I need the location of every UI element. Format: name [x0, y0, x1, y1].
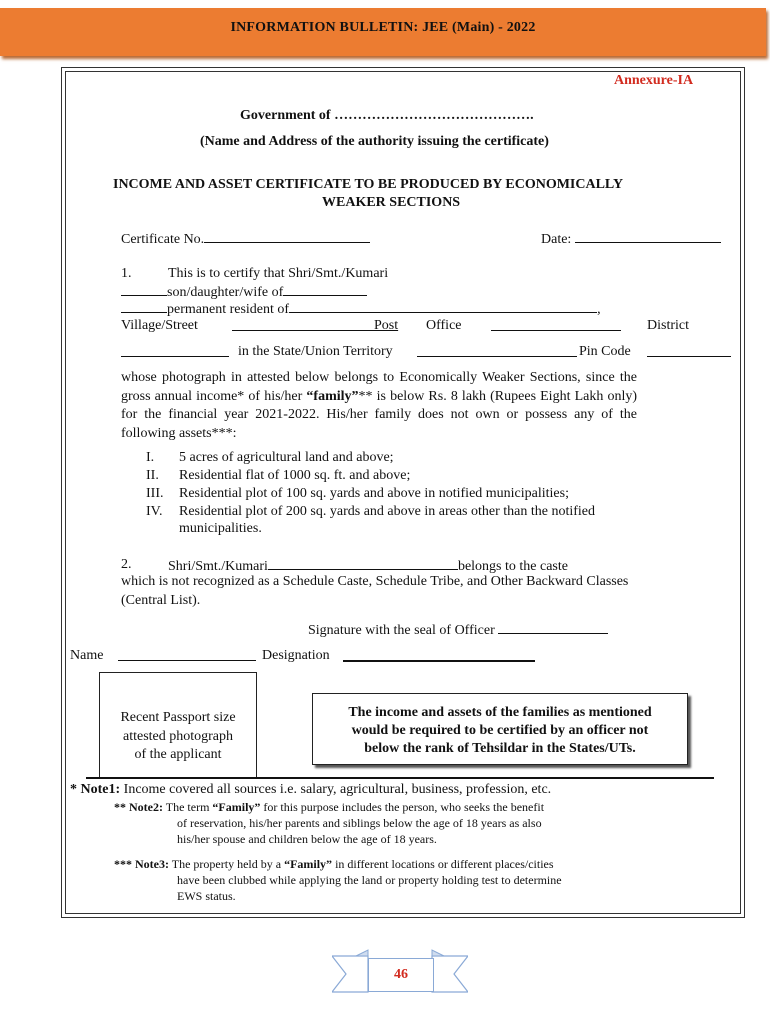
resident-blank	[289, 300, 597, 313]
item2-rest-text: which is not recognized as a Schedule Caste, Schedule Tribe, and Other Backward Classes (Central List).	[121, 574, 629, 608]
state-blank-line	[417, 344, 577, 357]
asset-item: Residential plot of 200 sq. yards and above in areas other than the notified	[179, 504, 596, 519]
village-label: Village/Street	[121, 318, 198, 333]
name-blank	[121, 283, 167, 296]
family-term: “family”	[306, 388, 359, 404]
item2-number: 2.	[121, 557, 132, 572]
note3-text-b: in different locations or different places/cities	[332, 857, 554, 871]
asset-item: Residential flat of 1000 sq. ft. and above;	[179, 468, 411, 483]
note2-line3: his/her spouse and children below the age of 18 years.	[177, 832, 437, 846]
designation-blank	[343, 648, 535, 667]
asset-number: I.	[146, 450, 155, 465]
item2-text: Shri/Smt./Kumari	[168, 559, 268, 574]
note2-family-term: “Family”	[212, 800, 261, 814]
relation-text: son/daughter/wife of	[167, 285, 284, 300]
paragraph-text-a: whose photograph in attested below belongs to Economically Weaker Sections, since the gross annual income* of his/her	[121, 370, 637, 404]
state-blank	[417, 344, 577, 362]
certification-note-box	[312, 693, 688, 765]
certificate-number-label	[121, 230, 370, 248]
item2-belongs-text: belongs to the caste	[457, 559, 568, 574]
village-blank-line	[232, 318, 374, 331]
resident-comma: ,	[597, 302, 601, 317]
note2-text-a: The term	[162, 800, 213, 814]
note2-text-b: for this purpose includes the person, who seeks the benefit	[260, 800, 545, 814]
certificate-number-blank	[204, 230, 370, 243]
certificate-title-line1: INCOME AND ASSET CERTIFICATE TO BE PRODUCED BY ECONOMICALLY	[113, 177, 624, 192]
authority-line: (Name and Address of the authority issuing the certificate)	[200, 134, 549, 149]
asset-number: II.	[146, 468, 159, 483]
note2-line2: of reservation, his/her parents and siblings below the age of 18 years as also	[177, 816, 542, 830]
assets-paragraph	[121, 369, 637, 443]
signature-label: Signature with the seal of Officer	[308, 623, 495, 638]
note-box-line2: would be required to be certified by an officer not	[351, 723, 649, 738]
paragraph-text-b: ** is below Rs. 8 lakh (Rupees Eight Lakh only) for the financial year 2021-2022. His/her family does not own or possess any of the following assets***:	[121, 388, 638, 441]
date-blank	[575, 230, 721, 243]
designation-blank-line	[343, 648, 535, 662]
state-label: in the State/Union Territory	[238, 344, 393, 359]
pin-code-blank	[647, 344, 731, 362]
post-label: Post	[374, 318, 399, 333]
certificate-title-line2: WEAKER SECTIONS	[322, 195, 461, 210]
annexure-label: Annexure-IA	[614, 73, 694, 88]
note3-line1	[114, 856, 554, 873]
resident-text: permanent resident of	[167, 302, 290, 317]
village-blank	[232, 318, 374, 336]
note3-line3: EWS status.	[177, 889, 236, 903]
office-blank-line	[491, 318, 621, 331]
note3-text-a: The property held by a	[168, 857, 285, 871]
item1-relation-line	[121, 283, 367, 301]
note1-label: * Note1:	[70, 782, 121, 797]
signature-blank	[498, 621, 608, 634]
note-box-line3: below the rank of Tehsildar in the States/UTs.	[364, 741, 636, 756]
item1-number: 1.	[121, 266, 132, 281]
relation-blank	[283, 283, 367, 296]
resident-prefix-blank	[121, 300, 167, 313]
note3-label: *** Note3:	[114, 857, 169, 871]
district-blank-line	[121, 344, 229, 357]
note1	[70, 782, 551, 798]
notes-divider	[86, 777, 714, 779]
asset-item: Residential plot of 100 sq. yards and above in notified municipalities;	[179, 486, 569, 501]
photo-box-line2: attested photograph	[122, 728, 234, 744]
name-label: Name	[70, 648, 104, 663]
asset-item: municipalities.	[179, 521, 262, 536]
item1-resident-line	[121, 300, 601, 318]
signature-line	[308, 621, 608, 639]
item2-name-blank	[268, 557, 458, 570]
item1-certify-text: This is to certify that Shri/Smt./Kumari	[168, 266, 389, 281]
office-label: Office	[426, 318, 462, 333]
photo-box	[99, 672, 257, 779]
name-blank	[118, 648, 256, 666]
page-number: 46	[368, 958, 434, 992]
note2-line1	[114, 799, 544, 816]
note2-label: ** Note2:	[114, 800, 163, 814]
asset-item: 5 acres of agricultural land and above;	[179, 450, 394, 465]
photo-box-line3: of the applicant	[134, 747, 222, 762]
note1-text: Income covered all sources i.e. salary, agricultural, business, profession, etc.	[120, 782, 552, 797]
district-blank	[121, 344, 229, 362]
pin-code-label: Pin Code	[579, 344, 631, 359]
asset-number: IV.	[146, 504, 163, 519]
note3-line2: have been clubbed while applying the land or property holding test to determine	[177, 873, 562, 887]
certificate-number-text: Certificate No.	[121, 232, 205, 247]
bulletin-title: INFORMATION BULLETIN: JEE (Main) - 2022	[230, 20, 536, 35]
government-line: Government of …………………………………….	[240, 108, 534, 123]
asset-number: III.	[146, 486, 164, 501]
pin-code-blank-line	[647, 344, 731, 357]
designation-label: Designation	[262, 648, 330, 663]
office-blank	[491, 318, 621, 336]
date-text: Date:	[541, 232, 572, 247]
photo-box-line1: Recent Passport size	[120, 710, 236, 725]
district-label: District	[647, 318, 689, 333]
date-label	[541, 230, 721, 248]
name-blank-line	[118, 648, 256, 661]
note-box-line1: The income and assets of the families as mentioned	[348, 705, 652, 720]
note3-family-term: “Family”	[284, 857, 333, 871]
